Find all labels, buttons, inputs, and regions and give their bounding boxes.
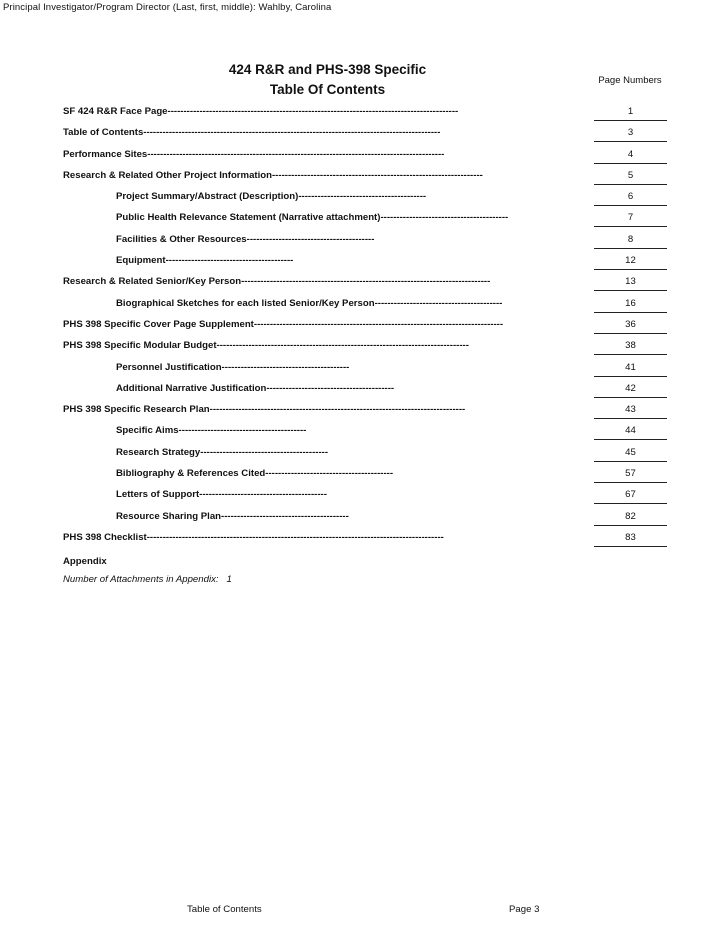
toc-row [0, 526, 728, 547]
toc-page-number: 82 [594, 509, 667, 526]
toc-row [0, 483, 728, 504]
toc-page-number: 38 [594, 338, 667, 355]
appendix-label: Appendix [63, 556, 107, 567]
toc-page-number: 83 [594, 530, 667, 547]
toc-entry-label: Research & Related Senior/Key Person------------------------------------------------------------------------------ [63, 276, 491, 288]
toc-page-number: 41 [594, 360, 667, 377]
toc-entry-label: Project Summary/Abstract (Description)---------------------------------------- [116, 191, 427, 203]
toc-page-number: 42 [594, 381, 667, 398]
attachments-label: Number of Attachments in Appendix: [63, 574, 219, 585]
toc-entry-label: Specific Aims---------------------------------------- [116, 425, 307, 437]
document-title [190, 60, 465, 100]
toc-entry-label: Research Strategy---------------------------------------- [116, 446, 329, 458]
title-line-2: Table Of Contents [269, 82, 386, 97]
footer-section-name: Table of Contents [187, 904, 262, 915]
toc-entry-label: Personnel Justification---------------------------------------- [116, 361, 350, 373]
table-of-contents-list [0, 100, 728, 547]
toc-row [0, 398, 728, 419]
toc-row [0, 419, 728, 440]
toc-page-number: 43 [594, 402, 667, 419]
toc-page-number: 6 [594, 189, 667, 206]
toc-page-number: 8 [594, 232, 667, 249]
toc-page-number: 13 [594, 274, 667, 291]
toc-entry-label: SF 424 R&R Face Page------------------------------------------------------------------------------------------- [63, 106, 459, 117]
title-line-1: 424 R&R and PHS-398 Specific [228, 62, 427, 77]
toc-row [0, 249, 728, 270]
principal-investigator-line: Principal Investigator/Program Director (Last, first, middle): Wahlby, Carolina [3, 2, 332, 13]
toc-row [0, 505, 728, 526]
toc-entry-label: Facilities & Other Resources---------------------------------------- [116, 233, 375, 245]
toc-entry-label: Bibliography & References Cited---------------------------------------- [116, 468, 394, 480]
toc-page-number: 5 [594, 168, 667, 185]
toc-page-number: 36 [594, 317, 667, 334]
toc-page-number: 3 [594, 125, 667, 142]
toc-row [0, 334, 728, 355]
page-numbers-column-header: Page Numbers [598, 75, 662, 86]
toc-page-number: 12 [594, 253, 667, 270]
toc-entry-label: Biographical Sketches for each listed Senior/Key Person---------------------------------------- [116, 297, 503, 309]
toc-page-number: 67 [594, 487, 667, 504]
toc-row [0, 292, 728, 313]
toc-row [0, 185, 728, 206]
toc-page-number: 45 [594, 445, 667, 462]
toc-entry-label: Table of Contents--------------------------------------------------------------------------------------------- [63, 127, 441, 139]
toc-entry-label: PHS 398 Specific Cover Page Supplement------------------------------------------------------------------------------ [63, 318, 504, 330]
toc-page-number: 57 [594, 466, 667, 483]
toc-row [0, 462, 728, 483]
toc-entry-label: Equipment---------------------------------------- [116, 255, 294, 267]
toc-row [0, 270, 728, 291]
toc-page-number: 7 [594, 210, 667, 227]
toc-row [0, 228, 728, 249]
toc-row [0, 441, 728, 462]
toc-row [0, 143, 728, 164]
toc-page-number: 4 [594, 147, 667, 164]
toc-entry-label: Research & Related Other Project Information------------------------------------------------------------------ [63, 169, 483, 181]
toc-entry-label: PHS 398 Specific Research Plan-------------------------------------------------------------------------------- [63, 404, 466, 416]
toc-entry-label: PHS 398 Checklist--------------------------------------------------------------------------------------------- [63, 531, 444, 543]
attachments-count-line [63, 574, 232, 585]
toc-page-number: 16 [594, 296, 667, 313]
footer-page-number: Page 3 [509, 904, 540, 915]
toc-row [0, 356, 728, 377]
toc-entry-label: Letters of Support---------------------------------------- [116, 489, 327, 501]
toc-entry-label: Additional Narrative Justification---------------------------------------- [116, 382, 395, 394]
toc-entry-label: PHS 398 Specific Modular Budget------------------------------------------------------------------------------- [63, 340, 469, 352]
toc-row [0, 164, 728, 185]
toc-row [0, 100, 728, 121]
toc-entry-label: Public Health Relevance Statement (Narrative attachment)---------------------------------------- [116, 212, 509, 224]
toc-entry-label: Performance Sites--------------------------------------------------------------------------------------------- [63, 148, 445, 160]
toc-row [0, 377, 728, 398]
attachments-count: 1 [226, 574, 232, 585]
toc-entry-label: Resource Sharing Plan---------------------------------------- [116, 510, 349, 522]
toc-row [0, 206, 728, 227]
toc-page-number: 1 [594, 104, 667, 121]
toc-row [0, 313, 728, 334]
toc-row [0, 121, 728, 142]
toc-page-number: 44 [594, 423, 667, 440]
